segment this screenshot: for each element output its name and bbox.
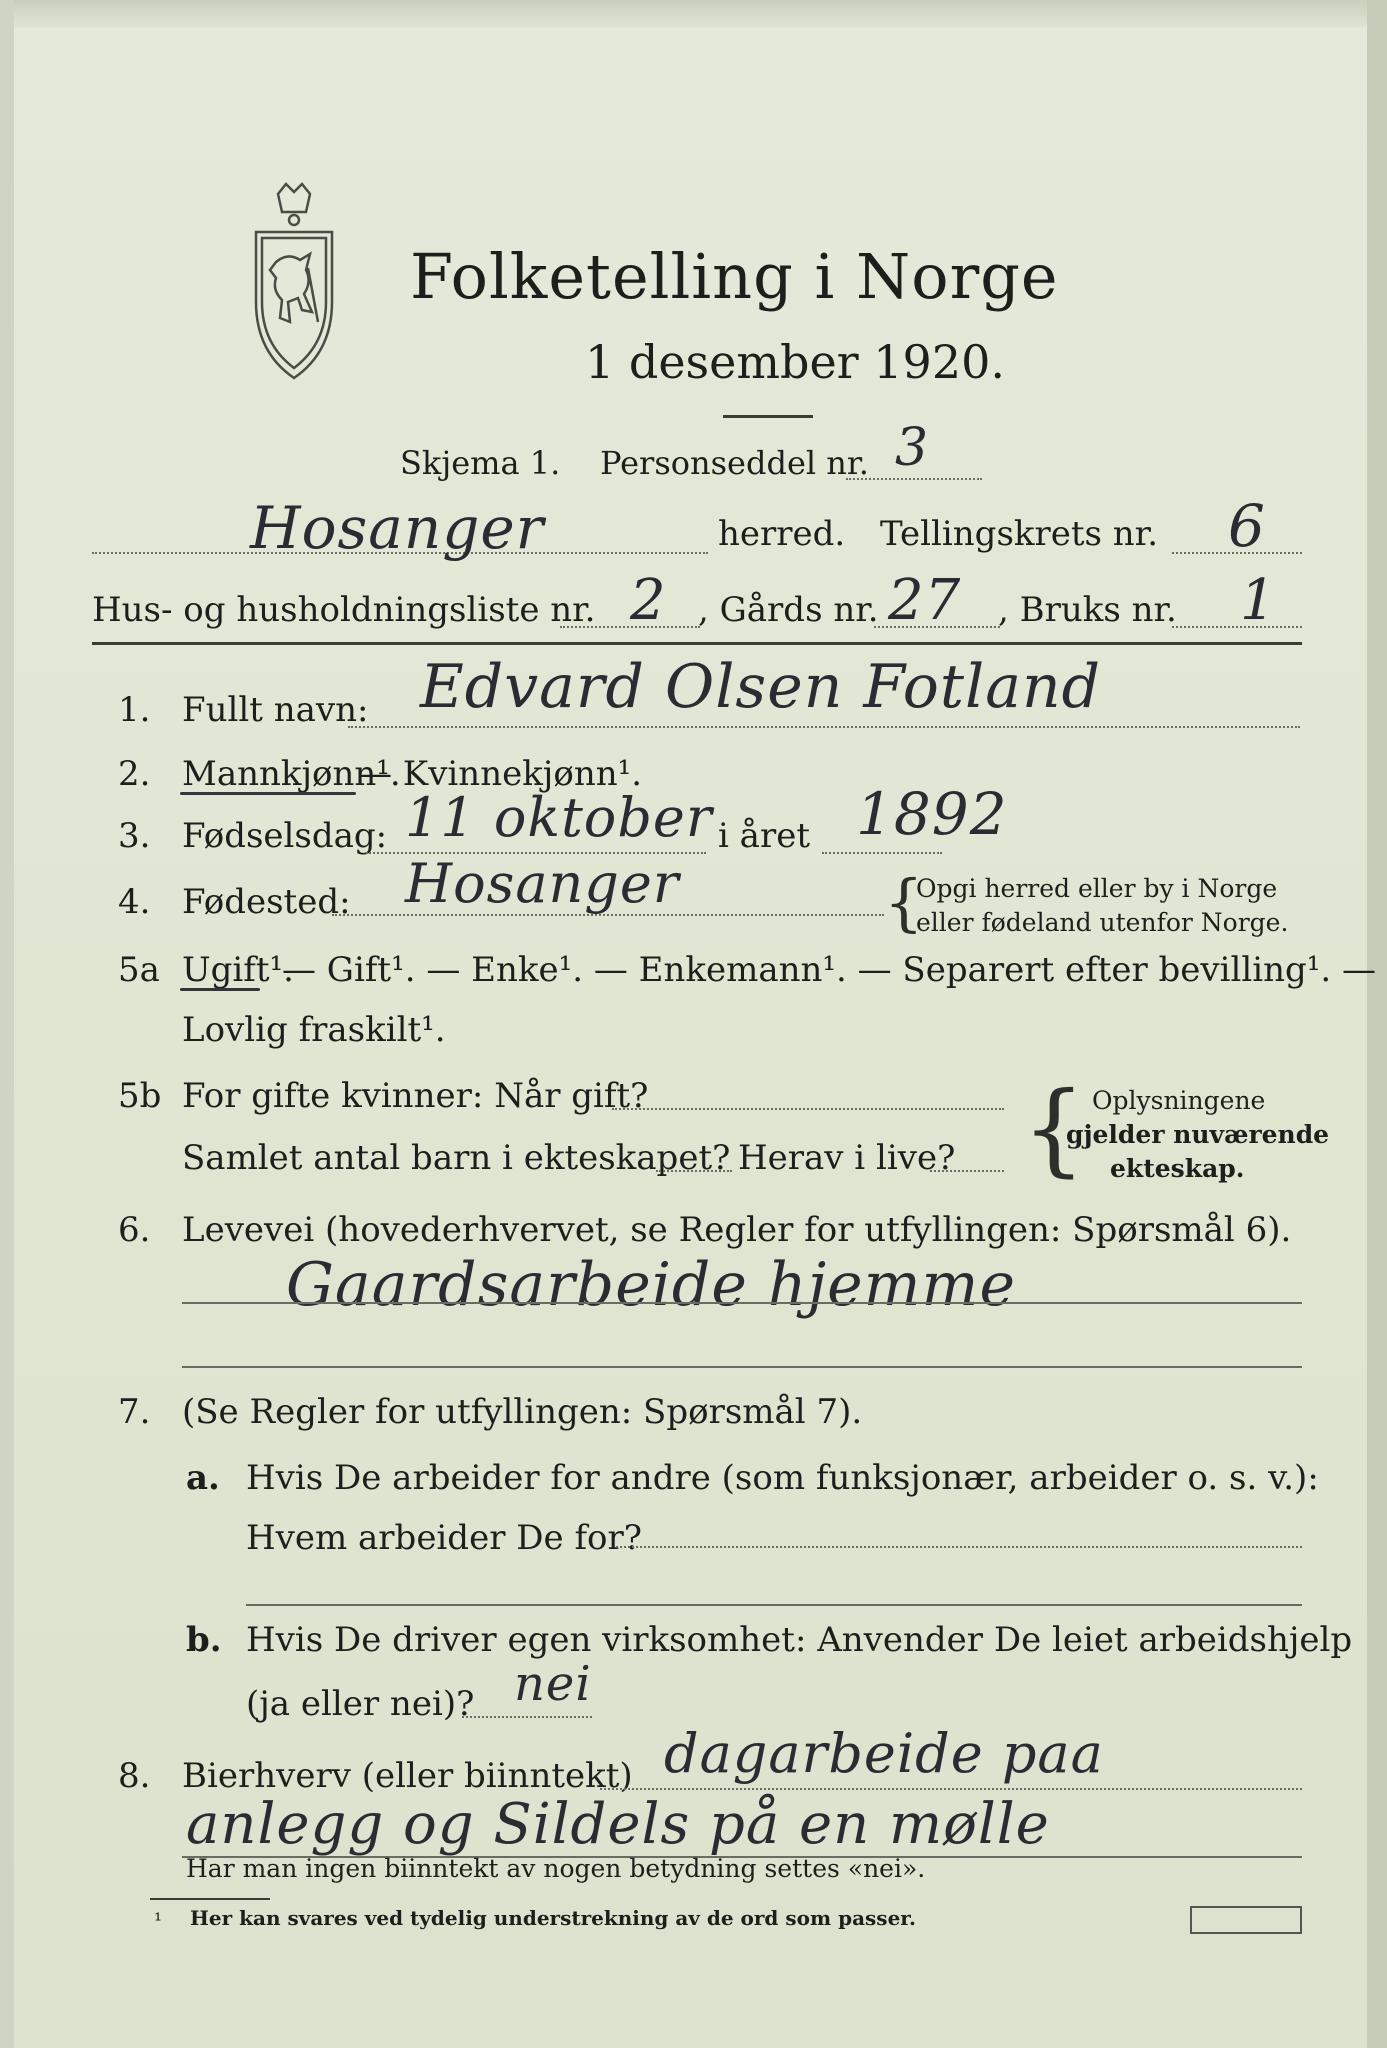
q5b-alive-label: Herav i live? xyxy=(738,1138,956,1178)
q5a-line2: Lovlig fraskilt¹. xyxy=(182,1010,446,1050)
title-divider xyxy=(723,415,813,418)
q3-number: 3. xyxy=(118,816,151,856)
q1-number: 1. xyxy=(118,690,151,730)
q7b-yesno-label: (ja eller nei)? xyxy=(246,1684,475,1724)
side-occupation-value2: anlegg og Sildels på en mølle xyxy=(186,1792,1050,1857)
bruks-label: , Bruks nr. xyxy=(998,590,1177,630)
q2-male-option: Mannkjønn¹. xyxy=(182,754,401,794)
norwegian-coat-of-arms-icon xyxy=(248,182,340,382)
q7a-label: Hvis De arbeider for andre (som funksjonær, arbeider o. s. v.): xyxy=(246,1458,1319,1498)
q8-label: Bierhverv (eller biinntekt) xyxy=(182,1756,633,1796)
paper-edge-left xyxy=(0,0,14,2048)
gards-value: 27 xyxy=(888,568,962,633)
side-occupation-value1: dagarbeide paa xyxy=(664,1722,1104,1785)
q2-number: 2. xyxy=(118,754,151,794)
q5a-other-options: — Gift¹. — Enke¹. — Enkemann¹. — Separert efter bevilling¹. — xyxy=(282,950,1377,990)
form-title: Folketelling i Norge xyxy=(410,240,1059,313)
q4-brace: { xyxy=(884,866,924,939)
q7a-letter: a. xyxy=(186,1458,220,1498)
q7-label: (Se Regler for utfyllingen: Spørsmål 7). xyxy=(182,1392,863,1432)
q5a-number: 5a xyxy=(118,950,160,990)
q7b-letter: b. xyxy=(186,1620,222,1660)
q3-year-dotline xyxy=(822,852,942,854)
birth-date-value: 11 oktober xyxy=(405,786,713,849)
q6-label: Levevei (hovederhvervet, se Regler for utfyllingen: Spørsmål 6). xyxy=(182,1210,1292,1250)
q1-dotline xyxy=(348,726,1300,728)
q7a-extra-line xyxy=(246,1604,1302,1606)
q6-number: 6. xyxy=(118,1210,151,1250)
q4-label: Fødested: xyxy=(182,882,351,922)
herred-value: Hosanger xyxy=(250,494,545,562)
q5b-note-line1: Oplysningene xyxy=(1092,1086,1266,1115)
q5b-married-dotline xyxy=(612,1108,1004,1110)
q8-number: 8. xyxy=(118,1756,151,1796)
footnote-text: Her kan svares ved tydelig understrekning av de ord som passer. xyxy=(190,1906,916,1930)
paper-edge-right xyxy=(1367,0,1387,2048)
q7-number: 7. xyxy=(118,1392,151,1432)
gards-label: , Gårds nr. xyxy=(698,590,879,630)
birthplace-value: Hosanger xyxy=(405,852,680,915)
paper-edge-top xyxy=(0,0,1387,28)
q2-male-underline xyxy=(180,792,356,795)
q5b-note-line2: gjelder nuværende xyxy=(1066,1120,1330,1149)
q5b-brace: { xyxy=(1022,1070,1086,1187)
bruks-value: 1 xyxy=(1240,568,1277,633)
q5a-ugift-option: Ugift¹. xyxy=(182,950,294,990)
q7a-employer-line xyxy=(616,1546,1302,1548)
hired-help-value: nei xyxy=(514,1656,592,1712)
q1-label: Fullt navn: xyxy=(182,690,369,730)
q5b-married-label: For gifte kvinner: Når gift? xyxy=(182,1076,649,1116)
q5b-number: 5b xyxy=(118,1076,162,1116)
occupation-value: Gaardsarbeide hjemme xyxy=(286,1250,1016,1320)
q8-dotline1 xyxy=(600,1788,1302,1790)
hus-label: Hus- og husholdningsliste nr. xyxy=(92,590,596,630)
tellingskrets-label: Tellingskrets nr. xyxy=(880,514,1159,554)
printer-stamp xyxy=(1190,1906,1302,1934)
q4-number: 4. xyxy=(118,882,151,922)
herred-label: herred. xyxy=(718,514,846,554)
birth-year-value: 1892 xyxy=(856,780,1008,848)
footnote-rule xyxy=(150,1898,270,1900)
q6-answer-line2 xyxy=(182,1366,1302,1368)
q2-other-options: — Kvinnekjønn¹. xyxy=(358,754,643,794)
q5b-alive-dotline xyxy=(930,1170,1004,1172)
header-rule xyxy=(92,642,1302,645)
personseddel-dotline xyxy=(846,478,982,480)
q3-label: Fødselsdag: xyxy=(182,816,388,856)
personseddel-label: Personseddel nr. xyxy=(600,444,869,482)
footnote-mark: ¹ xyxy=(154,1908,163,1932)
q5a-ugift-underline xyxy=(180,988,260,991)
full-name-value: Edvard Olsen Fotland xyxy=(420,652,1102,722)
q6-answer-line1 xyxy=(182,1302,1302,1304)
skjema-label: Skjema 1. xyxy=(400,444,561,482)
q3-year-label: i året xyxy=(718,816,810,856)
tellingskrets-value: 6 xyxy=(1228,492,1266,560)
q7b-dotline xyxy=(462,1716,592,1718)
q7a-employer-label: Hvem arbeider De for? xyxy=(246,1518,642,1558)
bruks-dotline xyxy=(1172,626,1302,628)
q5b-note-line3: ekteskap. xyxy=(1110,1154,1245,1183)
q5b-children-label: Samlet antal barn i ekteskapet? xyxy=(182,1138,731,1178)
q7b-label: Hvis De driver egen virksomhet: Anvender De leiet arbeidshjelp xyxy=(246,1620,1353,1660)
q5b-children-dotline xyxy=(656,1170,732,1172)
form-subtitle: 1 desember 1920. xyxy=(585,335,1005,389)
q4-note-line1: Opgi herred eller by i Norge xyxy=(916,874,1278,903)
q8-note: Har man ingen biinntekt av nogen betydning settes «nei». xyxy=(186,1854,926,1883)
personseddel-value: 3 xyxy=(895,418,930,478)
hus-value: 2 xyxy=(630,568,667,633)
q4-note-line2: eller fødeland utenfor Norge. xyxy=(916,908,1289,937)
